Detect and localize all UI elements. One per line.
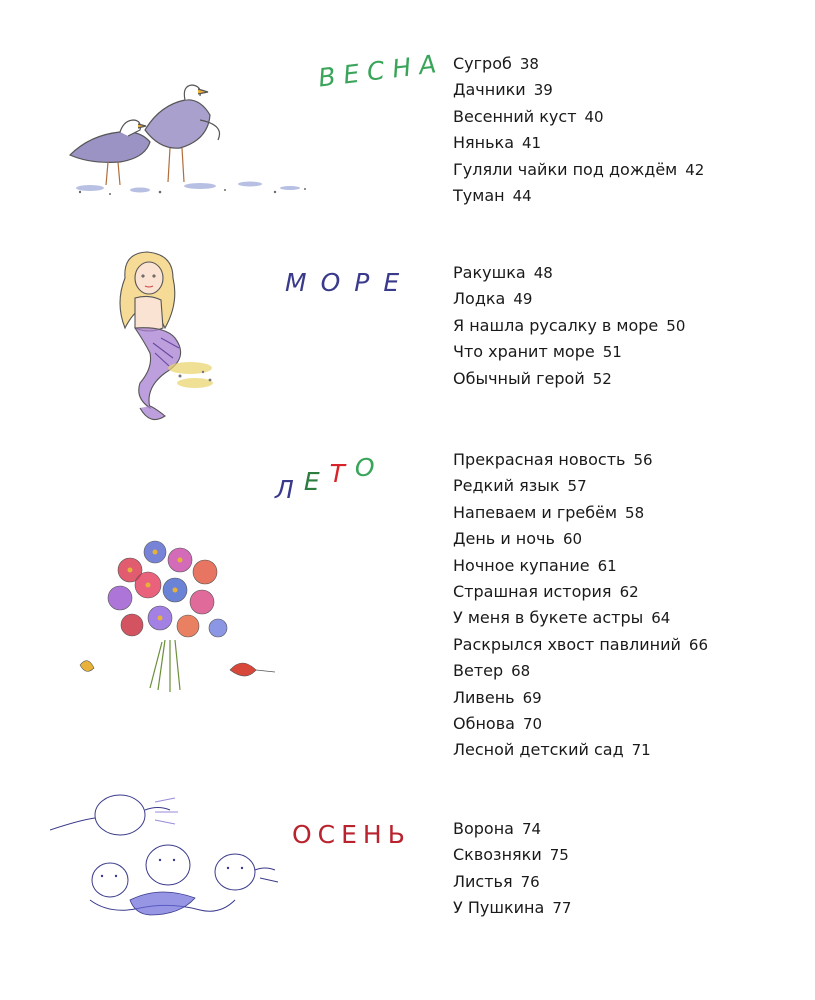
entry-page: 68 (511, 662, 531, 681)
toc-entry[interactable] (453, 260, 685, 286)
seagulls-illustration (50, 80, 320, 200)
entry-title: Весенний куст (453, 106, 577, 126)
entry-title: Сугроб (453, 54, 512, 73)
entry-title: Напеваем и гребём (453, 502, 618, 522)
entry-page: 50 (666, 316, 686, 335)
entry-page: 42 (685, 160, 705, 179)
entry-page: 51 (602, 343, 622, 362)
section-title-autumn: ОСЕНЬ (292, 820, 411, 849)
section-title-spring: ВЕСНА (316, 48, 446, 93)
toc-list-spring (453, 51, 704, 209)
toc-entry[interactable] (453, 183, 704, 209)
entry-page: 56 (633, 451, 653, 469)
entry-page: 40 (584, 107, 604, 126)
title-letter: Е (303, 467, 330, 496)
entry-title: Дачники (453, 80, 526, 100)
toc-entry[interactable] (453, 366, 685, 392)
entry-title: Обычный герой (453, 368, 585, 388)
entry-page: 39 (533, 81, 553, 100)
entry-title: Гуляли чайки под дождём (453, 159, 678, 179)
entry-page: 75 (549, 846, 569, 865)
toc-entry[interactable] (453, 500, 708, 526)
toc-entry[interactable] (453, 526, 708, 552)
toc-entry[interactable] (453, 157, 704, 183)
entry-page: 62 (619, 583, 639, 602)
entry-page: 60 (562, 530, 583, 549)
toc-entry[interactable] (453, 553, 708, 579)
entry-page: 44 (512, 187, 532, 206)
title-letter: О (354, 453, 385, 482)
entry-title: Что хранит море (453, 342, 595, 362)
toc-entry[interactable] (453, 869, 571, 895)
entry-page: 76 (520, 872, 540, 891)
entry-page: 48 (533, 264, 553, 282)
entry-page: 70 (522, 715, 543, 734)
entry-page: 61 (597, 556, 617, 575)
aster-bouquet-illustration (70, 530, 280, 700)
entry-title: Я нашла русалку в море (453, 315, 659, 335)
toc-entry[interactable] (453, 473, 708, 499)
entry-title: Редкий язык (453, 476, 560, 496)
toc-entry[interactable] (453, 658, 708, 684)
entry-page: 41 (522, 134, 542, 153)
entry-title: Лодка (453, 289, 506, 309)
entry-page: 77 (552, 899, 572, 918)
entry-title: Лесной детский сад (453, 740, 624, 760)
entry-title: Сквозняки (453, 845, 542, 865)
entry-title: День и ночь (453, 529, 555, 549)
entry-title: Ветер (453, 661, 504, 681)
toc-entry[interactable] (453, 605, 708, 631)
entry-title: Ливень (453, 687, 515, 707)
entry-title: Ракушка (453, 263, 526, 282)
entry-page: 38 (519, 55, 539, 73)
title-letter: Л (275, 475, 304, 504)
section-title-summer (275, 453, 385, 504)
entry-title: Туман (453, 186, 505, 206)
toc-entry[interactable] (453, 816, 571, 842)
toc-entry[interactable] (453, 632, 708, 658)
toc-list-autumn (453, 816, 571, 922)
entry-title: Страшная история (453, 582, 612, 602)
toc-list-summer (453, 447, 708, 764)
toc-entry[interactable] (453, 685, 708, 711)
entry-title: Обнова (453, 714, 515, 734)
toc-entry[interactable] (453, 130, 704, 156)
entry-page: 71 (631, 741, 651, 760)
entry-title: Раскрылся хвост павлиний (453, 634, 681, 654)
entry-page: 74 (521, 820, 542, 838)
toc-entry[interactable] (453, 447, 708, 473)
toc-list-sea (453, 260, 685, 392)
toc-entry[interactable] (453, 339, 685, 365)
entry-title: Ворона (453, 819, 514, 838)
entry-page: 52 (592, 369, 612, 388)
toc-entry[interactable] (453, 313, 685, 339)
toc-entry[interactable] (453, 895, 571, 921)
title-letter: Т (329, 459, 355, 488)
entry-page: 58 (625, 503, 645, 522)
entry-page: 66 (688, 635, 708, 654)
toc-entry[interactable] (453, 711, 708, 737)
toc-entry[interactable] (453, 579, 708, 605)
mermaid-illustration (95, 248, 225, 428)
wind-children-illustration (50, 790, 290, 930)
entry-page: 49 (513, 290, 533, 309)
entry-page: 57 (567, 477, 587, 496)
entry-title: Нянька (453, 133, 515, 153)
toc-entry[interactable] (453, 286, 685, 312)
entry-title: Прекрасная новость (453, 450, 626, 469)
entry-page: 64 (651, 609, 671, 628)
entry-title: У меня в букете астры (453, 608, 644, 628)
entry-page: 69 (522, 688, 542, 707)
toc-entry[interactable] (453, 77, 704, 103)
toc-entry[interactable] (453, 104, 704, 130)
entry-title: Ночное купание (453, 555, 590, 575)
toc-entry[interactable] (453, 842, 571, 868)
toc-entry[interactable] (453, 737, 708, 763)
entry-title: У Пушкина (453, 898, 545, 918)
toc-entry[interactable] (453, 51, 704, 77)
entry-title: Листья (453, 871, 513, 891)
section-title-sea: МОРЕ (285, 268, 414, 297)
